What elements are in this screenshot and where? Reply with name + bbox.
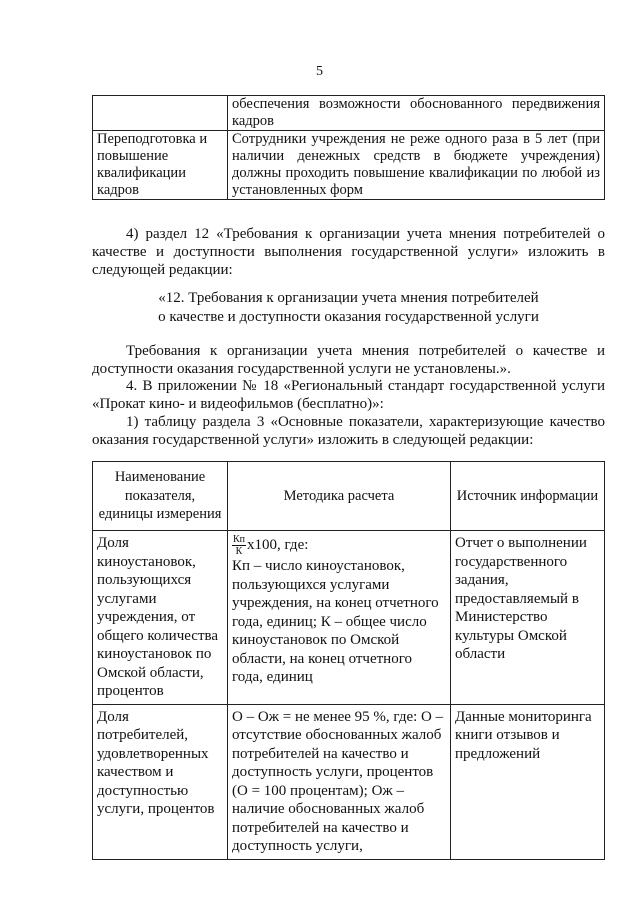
formula-explanation: Кп – число киноустановок, пользующихся услугами учреждения, на конец отчетного года, единиц; К – общее число киноустановок по Омской области, на конец отчетного года, единиц	[232, 558, 439, 685]
paragraph-requirements: Требования к организации учета мнения потребителей о качестве и доступности оказания государственной услуги не установлены.».	[92, 343, 605, 377]
table-header-row	[93, 462, 605, 531]
column-header: Методика расчета	[228, 462, 451, 531]
table-cell: Доля потребителей, удовлетворенных качеством и доступностью услуги, процентов	[93, 704, 228, 859]
table-cell: обеспечения возможности обоснованного передвижения кадров	[228, 96, 605, 131]
heading-line: «12. Требования к организации учета мнения потребителей	[158, 290, 539, 306]
fraction	[232, 534, 246, 557]
column-header: Источник информации	[451, 462, 605, 531]
table-cell	[228, 531, 451, 705]
formula-text: х100, где:	[247, 536, 309, 553]
paragraph-appendix-18: 4. В приложении № 18 «Региональный стандарт государственной услуги «Прокат кино- и видеофильмов (бесплатно)»:	[92, 378, 605, 412]
paragraph-table-section-3: 1) таблицу раздела 3 «Основные показатели, характеризующие качество оказания государственной услуги» изложить в следующей редакции:	[92, 414, 605, 448]
table-cell: Доля киноустановок, пользующихся услугами учреждения, от общего количества киноустановок по Омской области, процентов	[93, 531, 228, 705]
indicators-table	[92, 461, 605, 860]
column-header: Наименование показателя, единицы измерения	[93, 462, 228, 531]
table-row	[93, 131, 605, 200]
table-cell	[93, 96, 228, 131]
table-row	[93, 531, 605, 705]
section-12-heading	[92, 289, 605, 327]
paragraph-section-12-amendment: 4) раздел 12 «Требования к организации учета мнения потребителей о качестве и доступности выполнения государственной услуги» изложить в следующей редакции:	[92, 226, 605, 278]
table-row	[93, 704, 605, 859]
fraction-denominator: К	[235, 546, 243, 557]
table-row	[93, 96, 605, 131]
heading-line: о качестве и доступности оказания государственной услуги	[158, 309, 539, 325]
staff-table-continued	[92, 95, 605, 200]
fraction-numerator: Кп	[233, 534, 246, 545]
table-cell: Переподготовка и повышение квалификации кадров	[93, 131, 228, 200]
page-number: 5	[316, 64, 323, 79]
table-cell: Сотрудники учреждения не реже одного раза в 5 лет (при наличии денежных средств в бюджете учреждения) должны проходить повышение квалификации по любой из установленных форм	[228, 131, 605, 200]
table-cell: Данные мониторинга книги отзывов и предложений	[451, 704, 605, 859]
table-cell: О – Ож = не менее 95 %, где: О – отсутствие обоснованных жалоб потребителей на качество и доступность услуги, процентов (О = 100 процентам); Ож – наличие обоснованных жалоб потребителей на качество и доступность услуги,	[228, 704, 451, 859]
table-cell: Отчет о выполнении государственного задания, предоставляемый в Министерство культуры Омской области	[451, 531, 605, 705]
